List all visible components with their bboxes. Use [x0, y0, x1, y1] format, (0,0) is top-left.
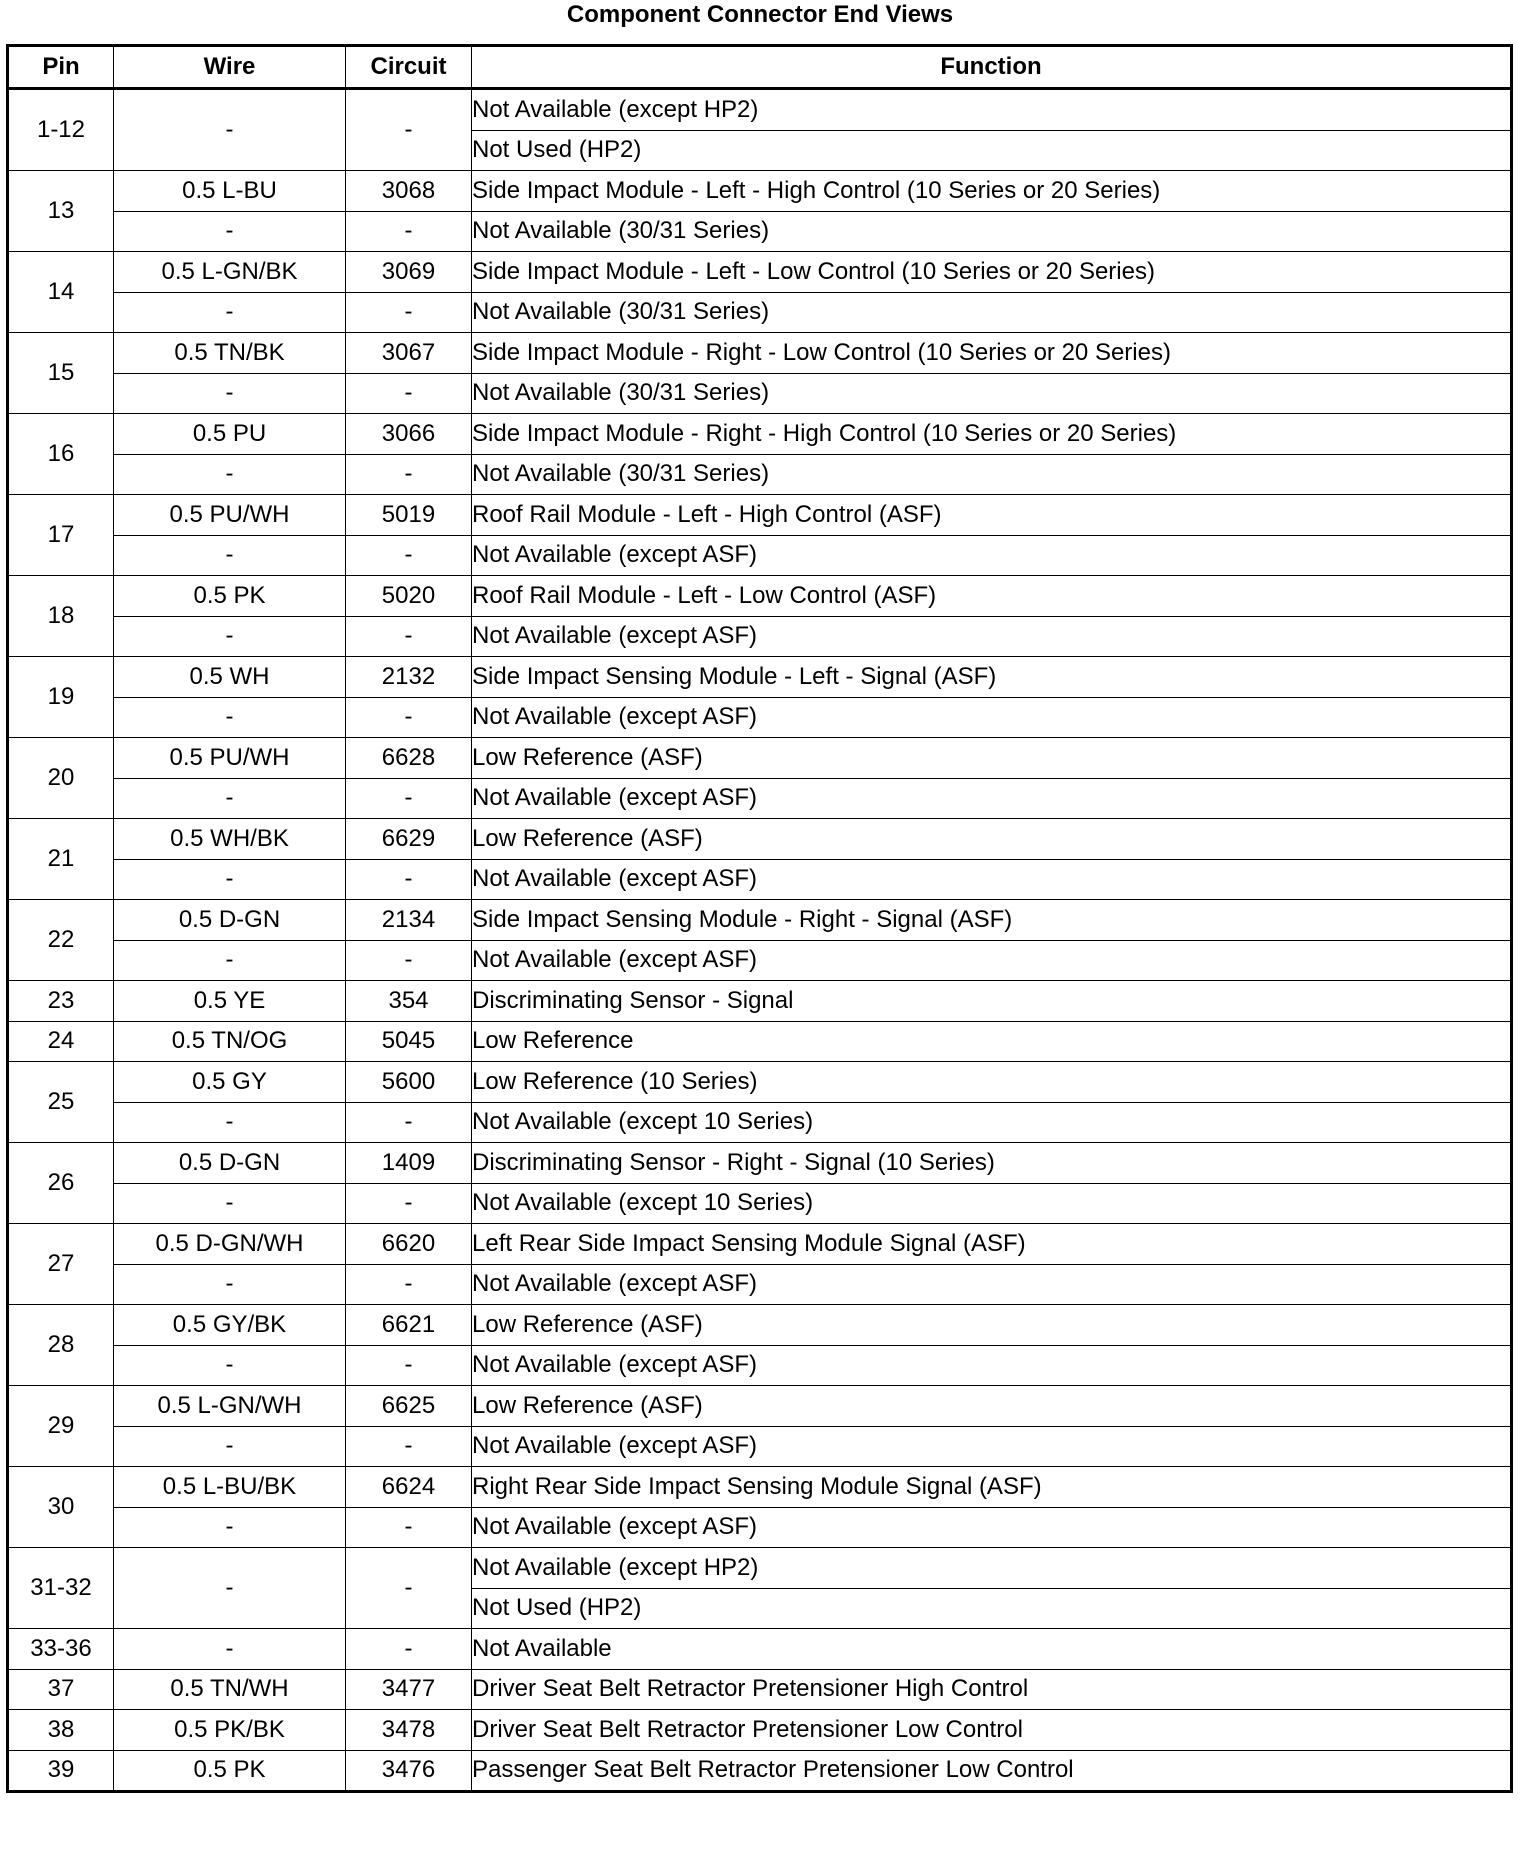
circuit-cell: 5600: [346, 1062, 472, 1103]
table-row: [8, 414, 1512, 455]
table-header-row: [8, 46, 1512, 89]
function-cell: Not Available (except 10 Series): [472, 1183, 1512, 1224]
table-body: [8, 89, 1512, 1792]
wire-cell: -: [114, 454, 346, 495]
pin-cell: 15: [8, 333, 114, 414]
wire-cell: 0.5 PU: [114, 414, 346, 455]
circuit-cell: -: [346, 1102, 472, 1143]
function-cell: Not Available (except HP2): [472, 1548, 1512, 1589]
circuit-cell: -: [346, 1345, 472, 1386]
table-row: [8, 1629, 1512, 1670]
function-cell: Not Available (30/31 Series): [472, 211, 1512, 252]
table-row: [8, 1143, 1512, 1184]
wire-cell: 0.5 GY: [114, 1062, 346, 1103]
circuit-cell: -: [346, 1629, 472, 1670]
wire-cell: -: [114, 1507, 346, 1548]
table-row: [8, 981, 1512, 1022]
circuit-cell: -: [346, 1507, 472, 1548]
function-cell: Low Reference (ASF): [472, 819, 1512, 860]
pin-cell: 1-12: [8, 89, 114, 171]
function-cell: Roof Rail Module - Left - High Control (ASF): [472, 495, 1512, 536]
pin-cell: 14: [8, 252, 114, 333]
circuit-cell: -: [346, 859, 472, 900]
table-row: [8, 697, 1512, 738]
circuit-cell: -: [346, 373, 472, 414]
wire-cell: 0.5 PK/BK: [114, 1710, 346, 1751]
circuit-cell: 354: [346, 981, 472, 1022]
table-row: [8, 171, 1512, 212]
wire-cell: -: [114, 778, 346, 819]
column-header-pin: Pin: [8, 46, 114, 89]
pin-cell: 23: [8, 981, 114, 1022]
wire-cell: -: [114, 292, 346, 333]
column-header-function: Function: [472, 46, 1512, 89]
wire-cell: 0.5 YE: [114, 981, 346, 1022]
circuit-cell: 3066: [346, 414, 472, 455]
table-row: [8, 1021, 1512, 1062]
circuit-cell: -: [346, 1183, 472, 1224]
pin-cell: 17: [8, 495, 114, 576]
function-cell: Side Impact Sensing Module - Left - Signal (ASF): [472, 657, 1512, 698]
wire-cell: 0.5 GY/BK: [114, 1305, 346, 1346]
table-row: [8, 1264, 1512, 1305]
wire-cell: 0.5 D-GN: [114, 900, 346, 941]
function-cell: Not Available (except ASF): [472, 940, 1512, 981]
pin-cell: 31-32: [8, 1548, 114, 1629]
pin-cell: 33-36: [8, 1629, 114, 1670]
circuit-cell: -: [346, 616, 472, 657]
pin-cell: 27: [8, 1224, 114, 1305]
circuit-cell: 6628: [346, 738, 472, 779]
wire-cell: -: [114, 697, 346, 738]
wire-cell: -: [114, 1102, 346, 1143]
circuit-cell: 6625: [346, 1386, 472, 1427]
table-row: [8, 1548, 1512, 1589]
circuit-cell: 2132: [346, 657, 472, 698]
table-row: [8, 1345, 1512, 1386]
wire-cell: 0.5 D-GN/WH: [114, 1224, 346, 1265]
circuit-cell: 3067: [346, 333, 472, 374]
table-row: [8, 778, 1512, 819]
pin-cell: 18: [8, 576, 114, 657]
table-row: [8, 1426, 1512, 1467]
table-row: [8, 1062, 1512, 1103]
wire-cell: 0.5 TN/BK: [114, 333, 346, 374]
connector-pin-table: [6, 44, 1513, 1793]
function-cell: Side Impact Module - Right - High Control (10 Series or 20 Series): [472, 414, 1512, 455]
wire-cell: 0.5 L-BU: [114, 171, 346, 212]
table-row: [8, 89, 1512, 131]
wire-cell: -: [114, 940, 346, 981]
function-cell: Not Available (30/31 Series): [472, 454, 1512, 495]
wire-cell: -: [114, 89, 346, 171]
table-row: [8, 495, 1512, 536]
table-row: [8, 576, 1512, 617]
pin-cell: 29: [8, 1386, 114, 1467]
wire-cell: 0.5 D-GN: [114, 1143, 346, 1184]
function-cell: Not Available (except ASF): [472, 535, 1512, 576]
table-row: [8, 657, 1512, 698]
wire-cell: 0.5 PU/WH: [114, 738, 346, 779]
wire-cell: 0.5 PK: [114, 1750, 346, 1792]
column-header-wire: Wire: [114, 46, 346, 89]
wire-cell: -: [114, 859, 346, 900]
wire-cell: -: [114, 1629, 346, 1670]
pin-cell: 13: [8, 171, 114, 252]
circuit-cell: 3477: [346, 1669, 472, 1710]
table-row: [8, 1386, 1512, 1427]
function-cell: Not Available (except ASF): [472, 616, 1512, 657]
function-cell: Low Reference (ASF): [472, 738, 1512, 779]
function-cell: Not Available (except 10 Series): [472, 1102, 1512, 1143]
circuit-cell: 6629: [346, 819, 472, 860]
function-cell: Passenger Seat Belt Retractor Pretensioner Low Control: [472, 1750, 1512, 1792]
table-row: [8, 1710, 1512, 1751]
circuit-cell: 5045: [346, 1021, 472, 1062]
table-row: [8, 1102, 1512, 1143]
wire-cell: 0.5 L-GN/WH: [114, 1386, 346, 1427]
table-row: [8, 1467, 1512, 1508]
circuit-cell: -: [346, 1264, 472, 1305]
circuit-cell: 5019: [346, 495, 472, 536]
wire-cell: -: [114, 373, 346, 414]
circuit-cell: -: [346, 535, 472, 576]
table-row: [8, 535, 1512, 576]
circuit-cell: 3478: [346, 1710, 472, 1751]
table-row: [8, 616, 1512, 657]
function-cell: Side Impact Module - Left - Low Control (10 Series or 20 Series): [472, 252, 1512, 293]
circuit-cell: 3476: [346, 1750, 472, 1792]
wire-cell: -: [114, 1264, 346, 1305]
pin-cell: 26: [8, 1143, 114, 1224]
pin-cell: 21: [8, 819, 114, 900]
circuit-cell: -: [346, 697, 472, 738]
function-cell: Not Used (HP2): [472, 1588, 1512, 1629]
function-cell: Not Available (30/31 Series): [472, 292, 1512, 333]
function-cell: Not Available (except ASF): [472, 1345, 1512, 1386]
wire-cell: -: [114, 616, 346, 657]
function-cell: Side Impact Sensing Module - Right - Signal (ASF): [472, 900, 1512, 941]
circuit-cell: 1409: [346, 1143, 472, 1184]
circuit-cell: -: [346, 89, 472, 171]
wire-cell: 0.5 WH: [114, 657, 346, 698]
pin-cell: 22: [8, 900, 114, 981]
pin-cell: 30: [8, 1467, 114, 1548]
function-cell: Low Reference (ASF): [472, 1305, 1512, 1346]
function-cell: Low Reference (ASF): [472, 1386, 1512, 1427]
function-cell: Left Rear Side Impact Sensing Module Signal (ASF): [472, 1224, 1512, 1265]
function-cell: Side Impact Module - Right - Low Control (10 Series or 20 Series): [472, 333, 1512, 374]
wire-cell: -: [114, 1345, 346, 1386]
circuit-cell: -: [346, 778, 472, 819]
table-row: [8, 1305, 1512, 1346]
pin-cell: 38: [8, 1710, 114, 1751]
function-cell: Not Available (except ASF): [472, 1426, 1512, 1467]
wire-cell: -: [114, 1426, 346, 1467]
function-cell: Driver Seat Belt Retractor Pretensioner Low Control: [472, 1710, 1512, 1751]
column-header-circuit: Circuit: [346, 46, 472, 89]
function-cell: Driver Seat Belt Retractor Pretensioner High Control: [472, 1669, 1512, 1710]
table-row: [8, 252, 1512, 293]
pin-cell: 28: [8, 1305, 114, 1386]
table-row: [8, 738, 1512, 779]
pin-cell: 37: [8, 1669, 114, 1710]
table-row: [8, 859, 1512, 900]
pin-cell: 25: [8, 1062, 114, 1143]
table-row: [8, 1183, 1512, 1224]
wire-cell: 0.5 TN/WH: [114, 1669, 346, 1710]
circuit-cell: 6621: [346, 1305, 472, 1346]
table-row: [8, 373, 1512, 414]
function-cell: Not Used (HP2): [472, 130, 1512, 171]
wire-cell: 0.5 L-GN/BK: [114, 252, 346, 293]
wire-cell: 0.5 PU/WH: [114, 495, 346, 536]
pin-cell: 16: [8, 414, 114, 495]
wire-cell: 0.5 L-BU/BK: [114, 1467, 346, 1508]
pin-cell: 20: [8, 738, 114, 819]
wire-cell: -: [114, 535, 346, 576]
pin-cell: 24: [8, 1021, 114, 1062]
circuit-cell: -: [346, 211, 472, 252]
function-cell: Not Available (except ASF): [472, 697, 1512, 738]
wire-cell: 0.5 WH/BK: [114, 819, 346, 860]
function-cell: Right Rear Side Impact Sensing Module Signal (ASF): [472, 1467, 1512, 1508]
function-cell: Low Reference: [472, 1021, 1512, 1062]
function-cell: Low Reference (10 Series): [472, 1062, 1512, 1103]
table-row: [8, 1750, 1512, 1792]
circuit-cell: -: [346, 1548, 472, 1629]
circuit-cell: 6624: [346, 1467, 472, 1508]
circuit-cell: 3068: [346, 171, 472, 212]
circuit-cell: 3069: [346, 252, 472, 293]
circuit-cell: 5020: [346, 576, 472, 617]
function-cell: Roof Rail Module - Left - Low Control (ASF): [472, 576, 1512, 617]
circuit-cell: 6620: [346, 1224, 472, 1265]
function-cell: Discriminating Sensor - Right - Signal (10 Series): [472, 1143, 1512, 1184]
function-cell: Not Available (except ASF): [472, 859, 1512, 900]
table-row: [8, 900, 1512, 941]
circuit-cell: -: [346, 940, 472, 981]
circuit-cell: -: [346, 292, 472, 333]
function-cell: Not Available (30/31 Series): [472, 373, 1512, 414]
circuit-cell: -: [346, 1426, 472, 1467]
table-row: [8, 292, 1512, 333]
function-cell: Not Available (except HP2): [472, 89, 1512, 131]
table-row: [8, 333, 1512, 374]
table-row: [8, 1507, 1512, 1548]
function-cell: Not Available (except ASF): [472, 778, 1512, 819]
wire-cell: -: [114, 1548, 346, 1629]
function-cell: Not Available (except ASF): [472, 1507, 1512, 1548]
function-cell: Discriminating Sensor - Signal: [472, 981, 1512, 1022]
wire-cell: 0.5 TN/OG: [114, 1021, 346, 1062]
function-cell: Not Available: [472, 1629, 1512, 1670]
function-cell: Not Available (except ASF): [472, 1264, 1512, 1305]
circuit-cell: -: [346, 454, 472, 495]
table-row: [8, 1224, 1512, 1265]
table-row: [8, 1669, 1512, 1710]
pin-cell: 39: [8, 1750, 114, 1792]
circuit-cell: 2134: [346, 900, 472, 941]
table-row: [8, 940, 1512, 981]
wire-cell: -: [114, 211, 346, 252]
table-row: [8, 454, 1512, 495]
wire-cell: -: [114, 1183, 346, 1224]
function-cell: Side Impact Module - Left - High Control (10 Series or 20 Series): [472, 171, 1512, 212]
pin-cell: 19: [8, 657, 114, 738]
wire-cell: 0.5 PK: [114, 576, 346, 617]
table-row: [8, 819, 1512, 860]
page-title: Component Connector End Views: [566, 1, 954, 28]
table-row: [8, 211, 1512, 252]
